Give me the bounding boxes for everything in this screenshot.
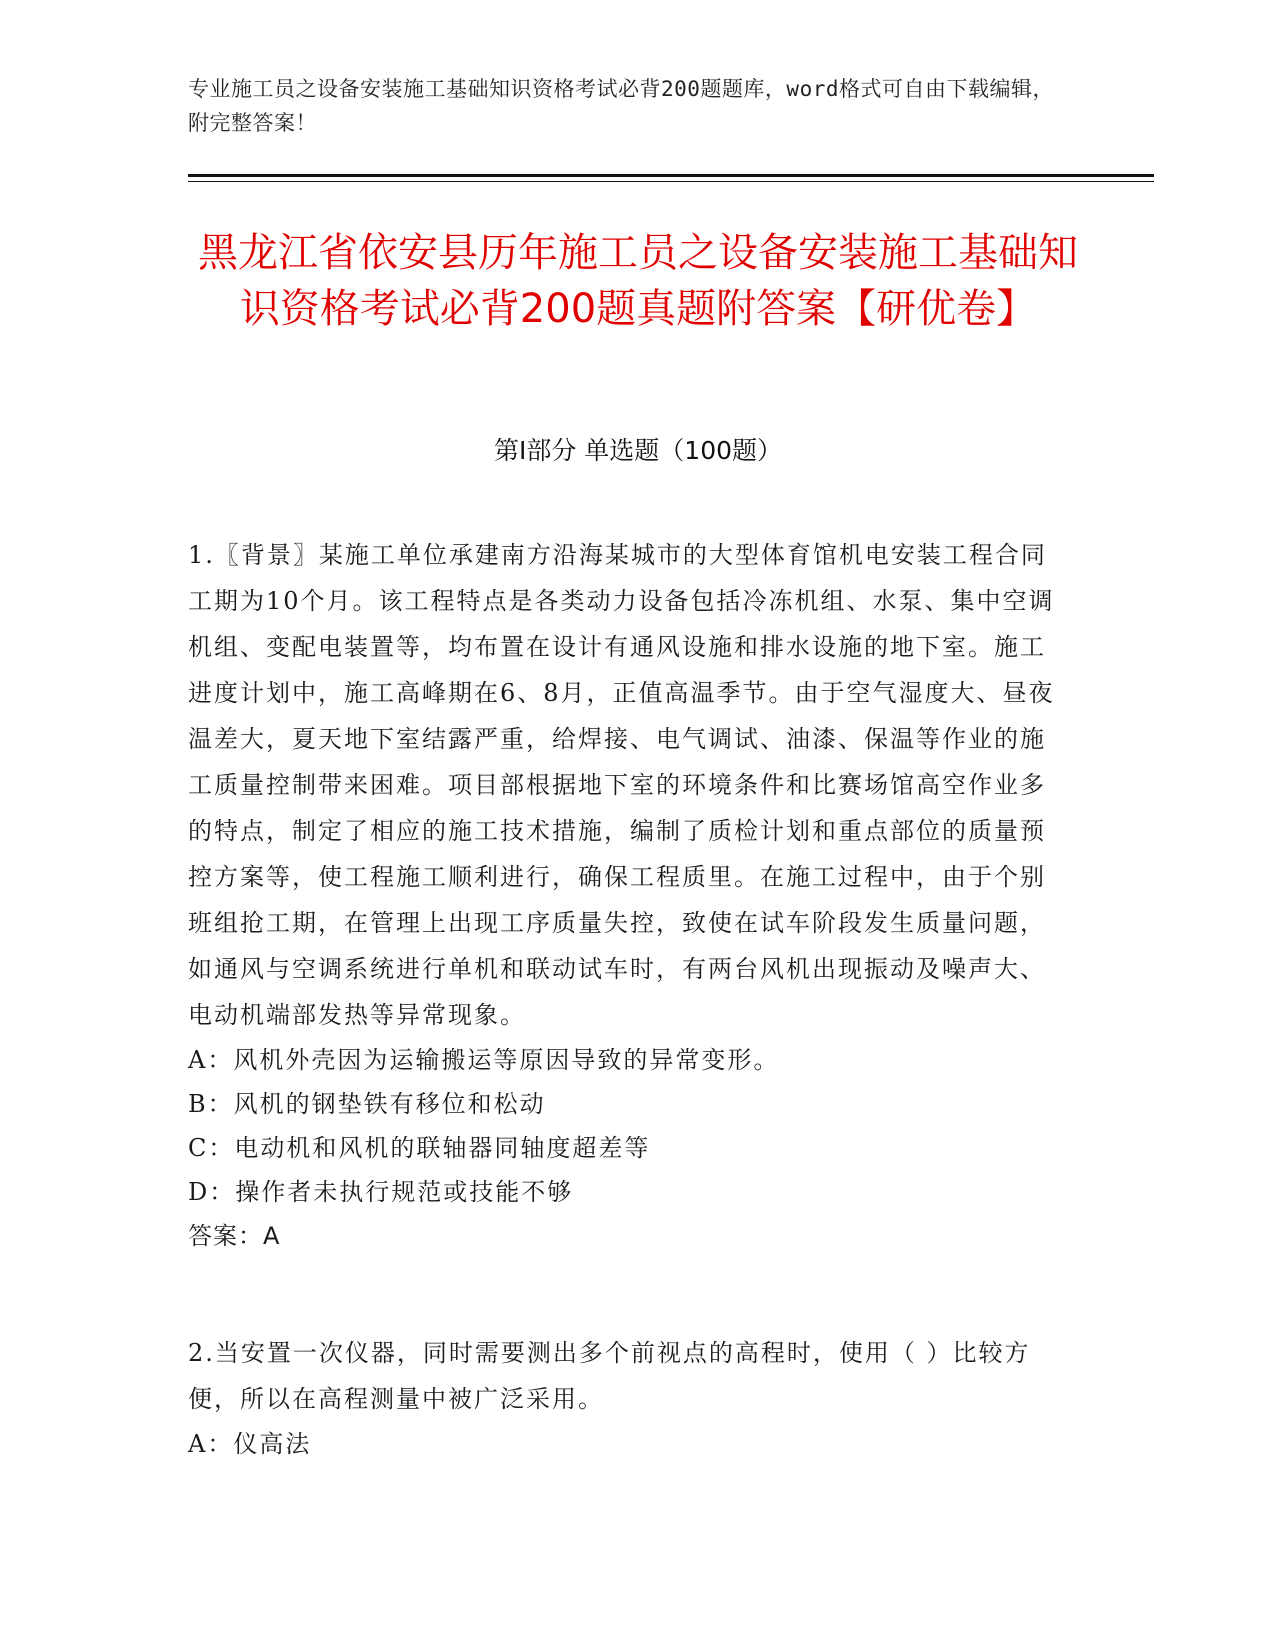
option-d: D：操作者未执行规范或技能不够 <box>188 1178 574 1206</box>
answer: 答案：A <box>188 1222 281 1250</box>
header-divider-thick <box>188 174 1154 177</box>
question-2 <box>188 1330 1068 1466</box>
document-title: 黑龙江省依安县历年施工员之设备安装施工基础知识资格考试必背200题真题附答案【研优卷】 <box>198 230 1078 332</box>
section-title: 第I部分 单选题（100题） <box>493 436 783 465</box>
question-stem: 2.当安置一次仪器，同时需要测出多个前视点的高程时，使用（ ）比较方便，所以在高程测量中被广泛采用。 <box>188 1339 1031 1413</box>
option-a: A：风机外壳因为运输搬运等原因导致的异常变形。 <box>188 1046 780 1074</box>
header-note: 专业施工员之设备安装施工基础知识资格考试必背200题题库，word格式可自由下载编辑，附完整答案！ <box>188 77 1054 135</box>
option-a: A：仪高法 <box>188 1430 312 1458</box>
option-c: C：电动机和风机的联轴器同轴度超差等 <box>188 1134 651 1162</box>
question-stem: 1.〖背景〗某施工单位承建南方沿海某城市的大型体育馆机电安装工程合同工期为10个月。该工程特点是各类动力设备包括冷冻机组、水泵、集中空调机组、变配电装置等，均布置在设计有通风设施和排水设施的地下室。施工进度计划中，施工高峰期在6、8月，正值高温季节。由于空气湿度大、昼夜温差大，夏天地下室结露严重，给焊接、电气调试、油漆、保温等作业的施工质量控制带来困难。项目部根据地下室的环境条件和比赛场馆高空作业多的特点，制定了相应的施工技术措施，编制了质检计划和重点部位的质量预控方案等，使工程施工顺利进行，确保工程质里。在施工过程中，由于个别班组抢工期，在管理上出现工序质量失控，致使在试车阶段发生质量问题，如通风与空调系统进行单机和联动试车时，有两台风机出现振动及噪声大、电动机端部发热等异常现象。 <box>188 541 1055 1029</box>
header-divider-thin <box>188 181 1154 182</box>
option-b: B：风机的钢垫铁有移位和松动 <box>188 1090 546 1118</box>
question-1 <box>188 532 1068 1258</box>
